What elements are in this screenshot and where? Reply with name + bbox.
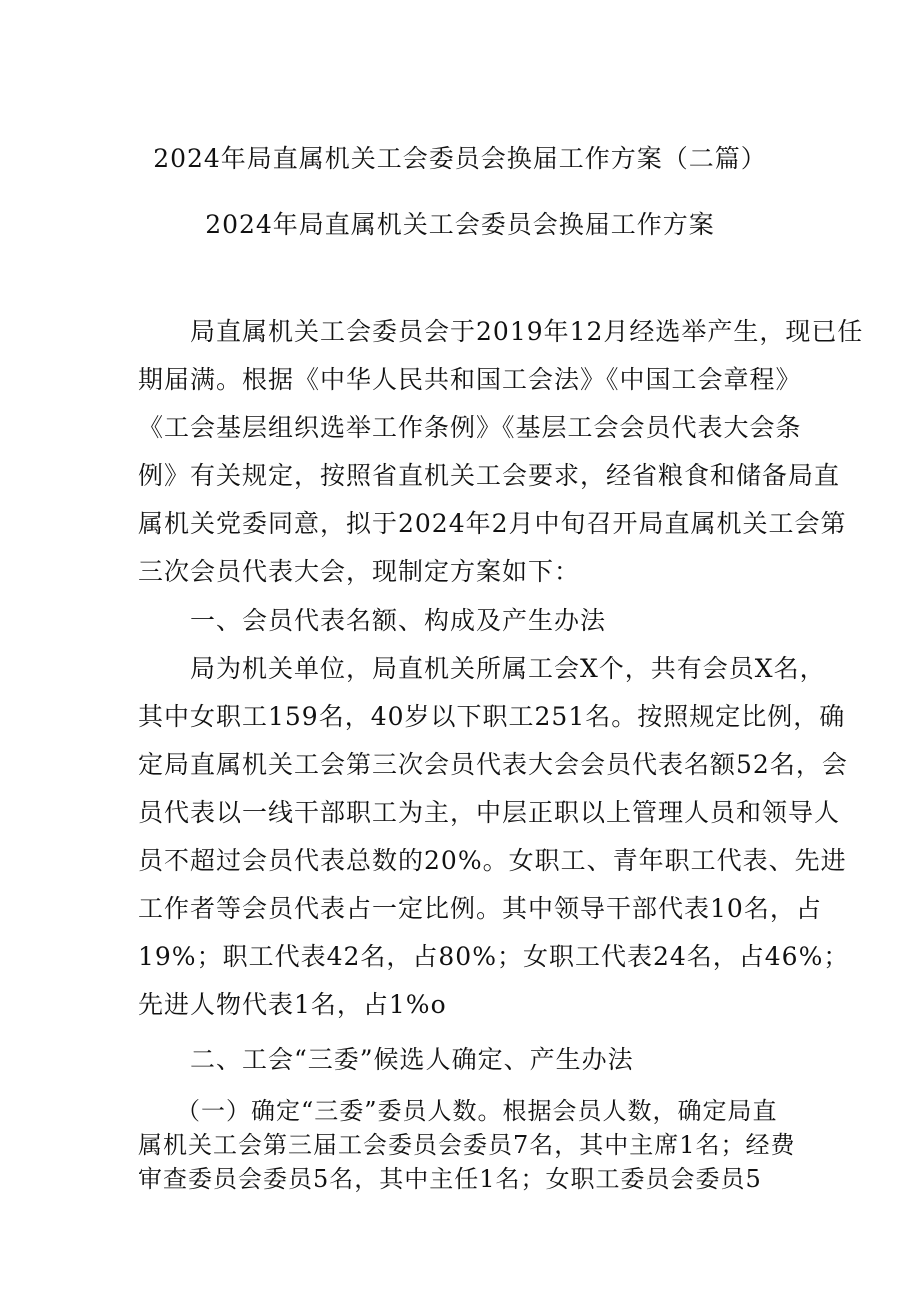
text-line: 员代表以一线干部职工为主，中层正职以上管理人员和领导人 xyxy=(138,798,841,827)
text-line: 三次会员代表大会，现制定方案如下： xyxy=(138,557,581,586)
text-line: 局直属机关工会委员会于2019年12月经选举产生，现已任 xyxy=(138,317,864,346)
section2-paragraph xyxy=(138,1094,796,1196)
sub-title: 2024年局直属机关工会委员会换届工作方案 xyxy=(205,210,715,239)
text-line: 定局直属机关工会第三次会员代表大会会员代表名额52名，会 xyxy=(138,750,848,779)
text-line: 19%；职工代表42名，占80%；女职工代表24名，占46%； xyxy=(138,942,850,971)
text-line: 属机关工会第三届工会委员会委员7名，其中主席1名；经费 xyxy=(138,1131,796,1159)
text-line: 例》有关规定，按照省直机关工会要求，经省粮食和储备局直 xyxy=(138,461,841,490)
intro-paragraph xyxy=(138,308,864,596)
text-line: 属机关党委同意，拟于2024年2月中旬召开局直属机关工会第 xyxy=(138,509,847,538)
text-line: 局为机关单位，局直机关所属工会X个，共有会员X名， xyxy=(138,654,826,683)
text-line: 其中女职工159名，40岁以下职工251名。按照规定比例，确 xyxy=(138,702,846,731)
text-line: 先进人物代表1名，占1%o xyxy=(138,990,447,1019)
text-line: （一）确定“三委”委员人数。根据会员人数，确定局直 xyxy=(138,1097,778,1125)
section1-paragraph xyxy=(138,645,850,1029)
text-line: 工作者等会员代表占一定比例。其中领导干部代表10名，占 xyxy=(138,894,822,923)
section-heading: 一、会员代表名额、构成及产生办法 xyxy=(138,606,607,635)
text-line: 《工会基层组织选举工作条例》《基层工会会员代表大会条 xyxy=(138,413,802,442)
text-line: 审查委员会委员5名，其中主任1名；女职工委员会委员5 xyxy=(138,1165,762,1193)
main-title: 2024年局直属机关工会委员会换届工作方案（二篇） xyxy=(153,144,767,173)
text-line: 员不超过会员代表总数的20%。女职工、青年职工代表、先进 xyxy=(138,846,847,875)
text-line: 期届满。根据《中华人民共和国工会法》《中国工会章程》 xyxy=(138,365,802,394)
section-heading: 二、工会“三委”候选人确定、产生办法 xyxy=(138,1045,634,1074)
